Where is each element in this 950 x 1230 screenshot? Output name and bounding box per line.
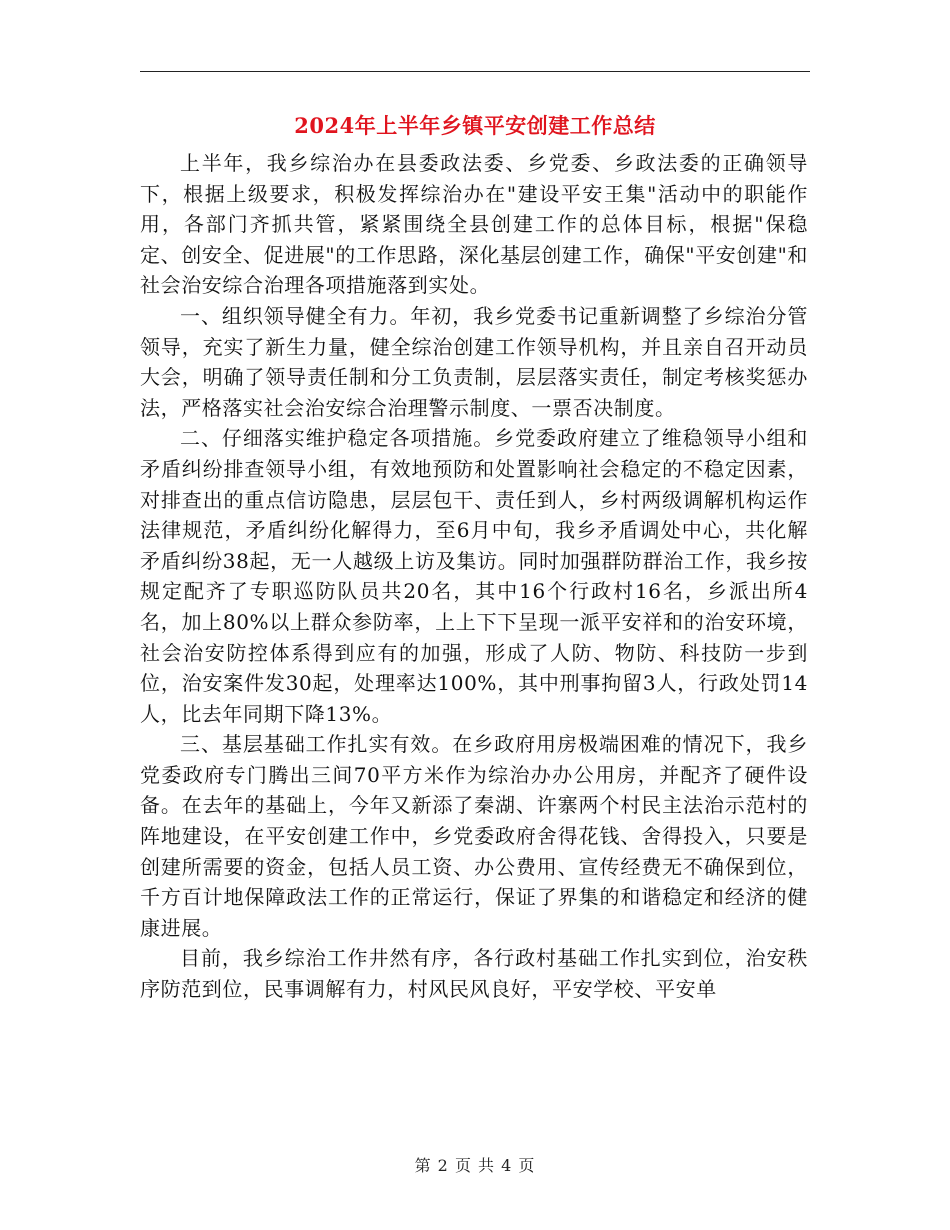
paragraph-intro: 上半年，我乡综治办在县委政法委、乡党委、乡政法委的正确领导下，根据上级要求，积极发挥综治办在"建设平安王集"活动中的职能作用，各部门齐抓共管，紧紧围绕全县创建工作的总体目标，根据"保稳定、创安全、促进展"的工作思路，深化基层创建工作，确保"平安创建"和社会治安综合治理各项措施落到实处。 [140, 151, 808, 298]
document-body [140, 148, 808, 1005]
header-rule [140, 71, 810, 72]
paragraph-section-3: 三、基层基础工作扎实有效。在乡政府用房极端困难的情况下，我乡党委政府专门腾出三间70平方米作为综治办办公用房，并配齐了硬件设备。在去年的基础上，今年又新添了秦湖、许寨两个村民主法治示范村的阵地建设，在平安创建工作中，乡党委政府舍得花钱、舍得投入，只要是创建所需要的资金，包括人员工资、办公费用、宣传经费无不确保到位，千方百计地保障政法工作的正常运行，保证了界集的和谐稳定和经济的健康进展。 [140, 732, 808, 940]
paragraph-section-2: 二、仔细落实维护稳定各项措施。乡党委政府建立了维稳领导小组和矛盾纠纷排查领导小组，有效地预防和处置影响社会稳定的不稳定因素，对排查出的重点信访隐患，层层包干、责任到人，乡村两级调解机构运作法律规范，矛盾纠纷化解得力，至6月中旬，我乡矛盾调处中心，共化解矛盾纠纷38起，无一人越级上访及集访。同时加强群防群治工作，我乡按规定配齐了专职巡防队员共20名，其中16个行政村16名，乡派出所4名，加上80%以上群众参防率，上上下下呈现一派平安祥和的治安环境，社会治安防控体系得到应有的加强，形成了人防、物防、科技防一步到位，治安案件发30起，处理率达100%，其中刑事拘留3人，行政处罚14人，比去年同期下降13%。 [140, 426, 808, 726]
page-indicator: 第 2 页 共 4 页 [414, 1156, 536, 1175]
paragraph-current-status: 目前，我乡综治工作井然有序，各行政村基础工作扎实到位，治安秩序防范到位，民事调解有力，村风民风良好，平安学校、平安单 [140, 946, 808, 1002]
paragraph-section-1: 一、组织领导健全有力。年初，我乡党委书记重新调整了乡综治分管领导，充实了新生力量，健全综治创建工作领导机构，并且亲自召开动员大会，明确了领导责任制和分工负责制，层层落实责任，制定考核奖惩办法，严格落实社会治安综合治理警示制度、一票否决制度。 [140, 303, 808, 420]
document-title: 2024年上半年乡镇平安创建工作总结 [294, 113, 656, 138]
